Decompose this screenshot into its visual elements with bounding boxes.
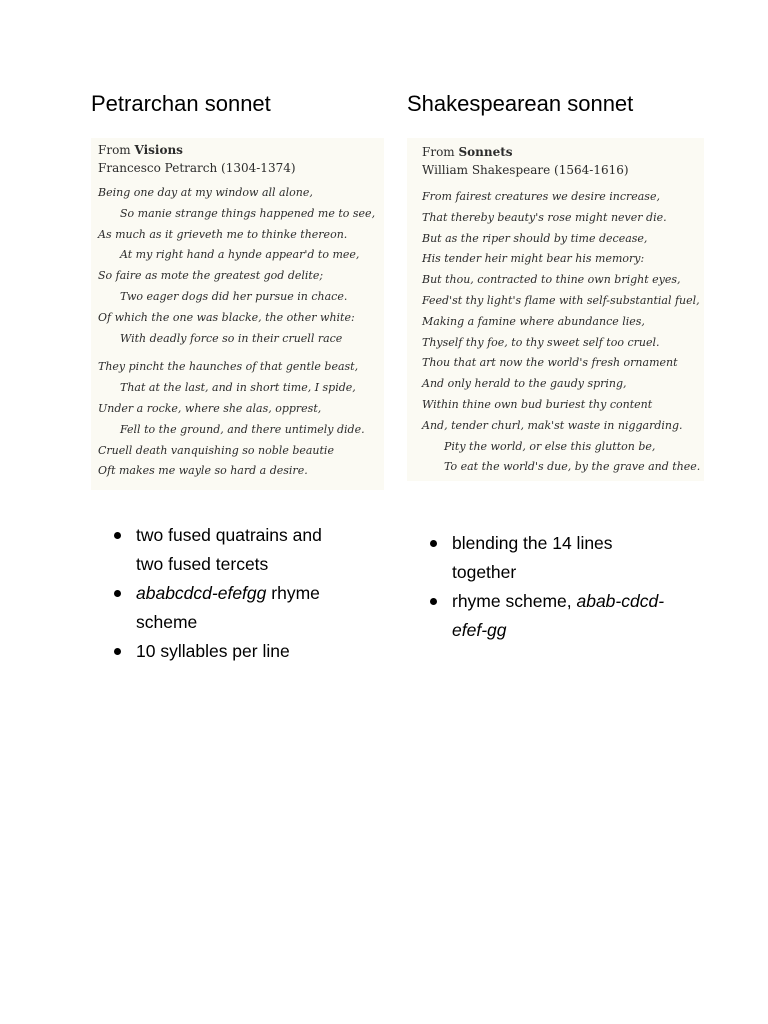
poem-line: And only herald to the gaudy spring, <box>422 377 627 391</box>
bullet-icon <box>114 590 121 597</box>
poem-line: Fell to the ground, and there untimely dide. <box>120 422 365 436</box>
poem-line: Thou that art now the world's fresh ornament <box>422 356 678 370</box>
bullet-icon <box>114 648 121 655</box>
petrarchan-stanza-2 <box>98 357 384 482</box>
poem-line: Of which the one was blacke, the other white: <box>98 310 355 324</box>
rhyme-scheme-text: ababcdcd-efefgg <box>136 583 267 603</box>
note-text: rhyme scheme <box>136 583 320 632</box>
petrarchan-notes <box>112 521 352 667</box>
poem-line: Within thine own bud buriest thy content <box>422 397 653 411</box>
work-title: Visions <box>134 143 183 157</box>
poem-line: His tender heir might bear his memory: <box>422 252 645 266</box>
poem-line: Feed'st thy light's flame with self-substantial fuel, <box>422 293 700 307</box>
poem-line: Pity the world, or else this glutton be, <box>444 439 656 453</box>
work-title: Sonnets <box>458 145 513 159</box>
poem-line: And, tender churl, mak'st waste in niggarding. <box>422 418 683 432</box>
note-text: rhyme scheme, <box>452 591 577 611</box>
list-item <box>428 587 668 644</box>
petrarchan-source-line <box>98 142 384 159</box>
poem-line: Two eager dogs did her pursue in chace. <box>120 289 348 303</box>
shakespearean-notes <box>428 529 668 645</box>
poem-line: Under a rocke, where she alas, opprest, <box>98 401 322 415</box>
poem-line: That thereby beauty's rose might never die. <box>422 210 667 224</box>
petrarchan-title: Petrarchan sonnet <box>91 91 271 116</box>
poem-line: At my right hand a hynde appear'd to mee, <box>120 248 360 262</box>
poem-line: That at the last, and in short time, I spide, <box>120 381 356 395</box>
list-item <box>112 521 352 578</box>
poem-line: As much as it grieveth me to thinke thereon. <box>98 227 348 241</box>
poem-line: Cruell death vanquishing so noble beautie <box>98 443 334 457</box>
note-text: blending the 14 lines together <box>452 533 613 582</box>
poem-line: With deadly force so in their cruell race <box>120 331 343 345</box>
petrarchan-poem-excerpt <box>91 138 384 490</box>
poem-line: From fairest creatures we desire increase, <box>422 190 660 203</box>
shakespearean-author: William Shakespeare (1564-1616) <box>422 163 629 177</box>
shakespearean-title: Shakespearean sonnet <box>407 91 634 116</box>
list-item <box>112 637 352 666</box>
poem-line: They pincht the haunches of that gentle beast, <box>98 360 359 374</box>
rhyme-scheme-text: abab-cdcd-efef-gg <box>452 591 665 640</box>
note-text: 10 syllables per line <box>136 641 290 661</box>
poem-line: So manie strange things happened me to see, <box>120 206 376 220</box>
list-item <box>428 529 668 586</box>
poem-line: But as the riper should by time decease, <box>422 231 648 245</box>
shakespearean-lines <box>422 187 704 478</box>
bullet-icon <box>114 532 121 539</box>
bullet-icon <box>430 598 437 605</box>
from-label: From <box>422 145 459 159</box>
list-item <box>112 579 352 636</box>
note-text: two fused quatrains and two fused tercets <box>136 525 322 574</box>
poem-line: To eat the world's due, by the grave and thee. <box>444 460 701 474</box>
poem-line: Thyself thy foe, to thy sweet self too cruel. <box>422 335 660 349</box>
from-label: From <box>98 143 135 157</box>
petrarchan-author: Francesco Petrarch (1304-1374) <box>98 161 296 175</box>
poem-line: But thou, contracted to thine own bright eyes, <box>422 273 681 287</box>
poem-line: Making a famine where abundance lies, <box>422 314 645 328</box>
petrarchan-stanza-1 <box>98 183 384 349</box>
shakespearean-poem-excerpt <box>407 138 704 481</box>
poem-line: So faire as mote the greatest god delite; <box>98 269 324 283</box>
shakespearean-source-line <box>422 144 704 161</box>
poem-line: Oft makes me wayle so hard a desire. <box>98 464 308 478</box>
poem-line: Being one day at my window all alone, <box>98 186 313 199</box>
bullet-icon <box>430 540 437 547</box>
